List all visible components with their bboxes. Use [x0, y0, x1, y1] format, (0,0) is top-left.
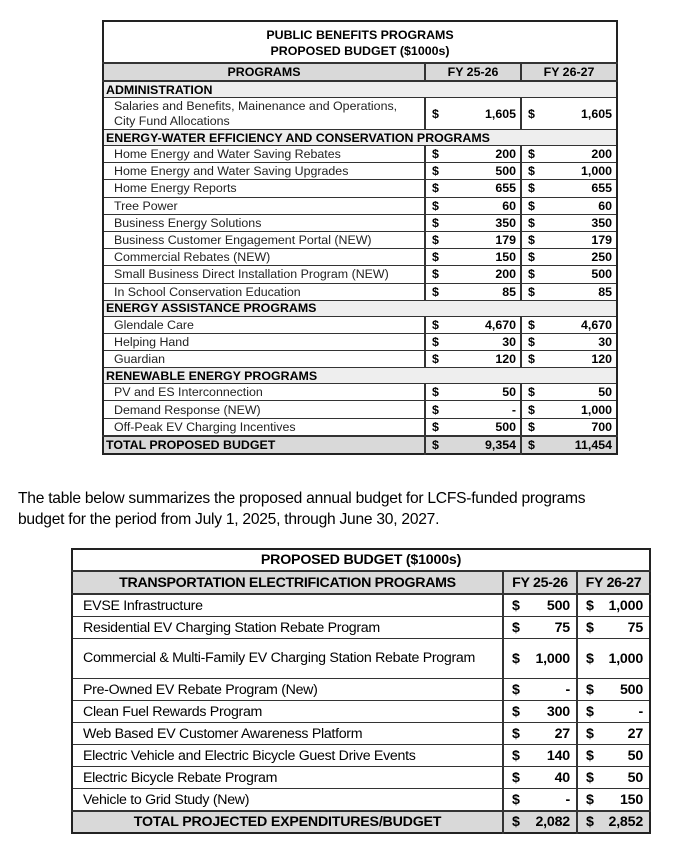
program-name: Tree Power [103, 197, 425, 214]
currency-symbol: $ [512, 791, 520, 808]
currency-symbol: $ [432, 198, 439, 213]
amount-value: 1,605 [484, 106, 516, 121]
amount-value: 200 [495, 147, 516, 162]
total-row [72, 811, 650, 833]
amount-value: 500 [591, 267, 613, 282]
amount-fy26-27 [521, 283, 617, 300]
amount-fy25-26 [425, 146, 521, 163]
amount-value: 1,000 [608, 650, 644, 667]
currency-symbol: $ [586, 814, 594, 830]
section-title: ENERGY-WATER EFFICIENCY AND CONSERVATION PROGRAMS [103, 130, 617, 146]
amount-fy26-27 [521, 197, 617, 214]
table-row [103, 333, 617, 350]
table-row [103, 384, 617, 401]
currency-symbol: $ [528, 402, 535, 417]
table-row [72, 789, 650, 812]
table-row [103, 214, 617, 231]
amount-value: 150 [619, 791, 644, 808]
table-title [103, 21, 617, 63]
amount-value: 50 [627, 747, 644, 764]
table-title: PROPOSED BUDGET ($1000s) [72, 549, 650, 571]
amount-fy26-27 [521, 401, 617, 418]
currency-symbol: $ [586, 769, 594, 786]
table-row [72, 745, 650, 767]
currency-symbol: $ [528, 250, 535, 265]
currency-symbol: $ [512, 814, 520, 830]
column-header-fy25-26: FY 25-26 [503, 571, 577, 594]
amount-fy26-27 [577, 745, 650, 767]
currency-symbol: $ [432, 317, 439, 332]
program-name: Electric Vehicle and Electric Bicycle Guest Drive Events [72, 745, 503, 767]
amount-fy25-26 [425, 401, 521, 418]
section-header-row [103, 130, 617, 146]
table-row [72, 639, 650, 679]
public-benefits-budget-table [102, 20, 618, 455]
currency-symbol: $ [528, 106, 535, 121]
currency-symbol: $ [528, 385, 535, 400]
currency-symbol: $ [432, 352, 439, 367]
amount-value: 500 [495, 419, 516, 434]
amount-value: 50 [598, 385, 613, 400]
program-name: Small Business Direct Installation Program (NEW) [103, 266, 425, 283]
currency-symbol: $ [528, 215, 535, 230]
currency-symbol: $ [512, 769, 520, 786]
amount-fy26-27 [577, 723, 650, 745]
lcfs-summary-paragraph [18, 488, 695, 530]
currency-symbol: $ [528, 233, 535, 248]
amount-value: 200 [495, 267, 516, 282]
currency-symbol: $ [528, 284, 535, 299]
table-row [103, 418, 617, 436]
amount-fy26-27 [521, 384, 617, 401]
table-row [72, 701, 650, 723]
section-header-row [103, 81, 617, 98]
amount-fy25-26 [503, 639, 577, 679]
amount-fy25-26 [503, 617, 577, 639]
amount-fy26-27 [521, 333, 617, 350]
currency-symbol: $ [432, 250, 439, 265]
amount-fy25-26 [425, 351, 521, 368]
currency-symbol: $ [528, 181, 535, 196]
table-title-line-2: PROPOSED BUDGET ($1000s) [270, 44, 450, 58]
currency-symbol: $ [528, 267, 535, 282]
currency-symbol: $ [432, 419, 439, 434]
program-name: Guardian [103, 351, 425, 368]
currency-symbol: $ [528, 352, 535, 367]
amount-fy25-26 [503, 745, 577, 767]
total-label: TOTAL PROPOSED BUDGET [103, 436, 425, 454]
currency-symbol: $ [432, 215, 439, 230]
table-row [103, 163, 617, 180]
amount-fy25-26 [425, 231, 521, 248]
section-header-row [103, 368, 617, 384]
table-row [103, 283, 617, 300]
amount-value: 4,670 [581, 317, 613, 332]
amount-value: 1,000 [581, 164, 613, 179]
amount-fy25-26 [425, 384, 521, 401]
currency-symbol: $ [432, 106, 439, 121]
program-name: Electric Bicycle Rebate Program [72, 767, 503, 789]
amount-value: - [565, 681, 570, 698]
amount-value: 4,670 [484, 317, 516, 332]
amount-value: 30 [502, 334, 516, 349]
amount-fy26-27 [577, 701, 650, 723]
amount-fy25-26 [503, 789, 577, 812]
amount-fy26-27 [521, 351, 617, 368]
table-row [103, 180, 617, 197]
amount-fy26-27 [577, 679, 650, 701]
program-name: Web Based EV Customer Awareness Platform [72, 723, 503, 745]
table-row [103, 266, 617, 283]
currency-symbol: $ [432, 402, 439, 417]
amount-value: - [638, 703, 644, 720]
amount-value: 60 [598, 198, 613, 213]
column-header-row [72, 571, 650, 594]
amount-value: 60 [502, 198, 516, 213]
amount-fy26-27 [521, 163, 617, 180]
amount-value: 250 [591, 250, 613, 265]
amount-fy26-27 [521, 266, 617, 283]
program-name: Helping Hand [103, 333, 425, 350]
amount-fy26-27 [521, 249, 617, 266]
program-name: Vehicle to Grid Study (New) [72, 789, 503, 812]
table-title-row [72, 549, 650, 571]
amount-value: 1,000 [608, 597, 644, 614]
amount-fy25-26 [425, 214, 521, 231]
total-fy25-26 [425, 436, 521, 454]
currency-symbol: $ [528, 147, 535, 162]
table-row [103, 146, 617, 163]
currency-symbol: $ [512, 650, 520, 667]
currency-symbol: $ [528, 437, 535, 452]
amount-fy25-26 [425, 249, 521, 266]
currency-symbol: $ [512, 619, 520, 636]
table-row [103, 401, 617, 418]
currency-symbol: $ [586, 619, 594, 636]
amount-value: 50 [627, 769, 644, 786]
table-title-row [103, 21, 617, 63]
currency-symbol: $ [512, 681, 520, 698]
program-name: Home Energy Reports [103, 180, 425, 197]
amount-fy25-26 [425, 197, 521, 214]
table-row [103, 249, 617, 266]
table-row [72, 594, 650, 617]
amount-fy26-27 [521, 146, 617, 163]
currency-symbol: $ [586, 681, 594, 698]
amount-value: 2,082 [535, 814, 570, 830]
amount-fy26-27 [521, 231, 617, 248]
paragraph-line-2: budget for the period from July 1, 2025, through June 30, 2027. [18, 511, 440, 528]
amount-value: 85 [502, 284, 516, 299]
total-label: TOTAL PROJECTED EXPENDITURES/BUDGET [72, 811, 503, 833]
column-header-programs: PROGRAMS [103, 63, 425, 81]
amount-fy25-26 [503, 767, 577, 789]
currency-symbol: $ [432, 284, 439, 299]
total-fy26-27 [577, 811, 650, 833]
program-name: Salaries and Benefits, Mainenance and Operations, City Fund Allocations [103, 98, 425, 130]
program-name: Business Energy Solutions [103, 214, 425, 231]
currency-symbol: $ [432, 233, 439, 248]
amount-fy26-27 [521, 418, 617, 436]
program-name: Glendale Care [103, 316, 425, 333]
amount-value: 179 [495, 233, 516, 248]
table-row [103, 351, 617, 368]
amount-value: 350 [591, 215, 613, 230]
section-header-row [103, 300, 617, 316]
table-title-line-1: PUBLIC BENEFITS PROGRAMS [266, 28, 454, 42]
currency-symbol: $ [512, 597, 520, 614]
amount-fy25-26 [425, 283, 521, 300]
amount-value: 150 [495, 250, 516, 265]
currency-symbol: $ [586, 725, 594, 742]
column-header-row [103, 63, 617, 81]
amount-fy26-27 [521, 214, 617, 231]
program-name: Home Energy and Water Saving Upgrades [103, 163, 425, 180]
program-name: Commercial & Multi-Family EV Charging Station Rebate Program [72, 639, 503, 679]
amount-value: 700 [591, 419, 613, 434]
table-row [72, 767, 650, 789]
amount-value: 500 [619, 681, 644, 698]
currency-symbol: $ [586, 650, 594, 667]
amount-fy25-26 [425, 316, 521, 333]
program-name: PV and ES Interconnection [103, 384, 425, 401]
column-header-fy26-27: FY 26-27 [521, 63, 617, 81]
currency-symbol: $ [528, 317, 535, 332]
amount-fy26-27 [521, 316, 617, 333]
amount-value: 500 [546, 597, 570, 614]
total-fy26-27 [521, 436, 617, 454]
amount-fy26-27 [577, 594, 650, 617]
amount-value: - [565, 791, 570, 808]
currency-symbol: $ [432, 334, 439, 349]
amount-fy26-27 [577, 767, 650, 789]
amount-fy26-27 [521, 180, 617, 197]
program-name: Demand Response (NEW) [103, 401, 425, 418]
amount-fy25-26 [425, 180, 521, 197]
column-header-programs: TRANSPORTATION ELECTRIFICATION PROGRAMS [72, 571, 503, 594]
program-name: Clean Fuel Rewards Program [72, 701, 503, 723]
section-title: RENEWABLE ENERGY PROGRAMS [103, 368, 617, 384]
column-header-fy26-27: FY 26-27 [577, 571, 650, 594]
amount-fy25-26 [425, 98, 521, 130]
amount-fy25-26 [425, 266, 521, 283]
currency-symbol: $ [432, 147, 439, 162]
amount-fy26-27 [577, 639, 650, 679]
currency-symbol: $ [432, 385, 439, 400]
currency-symbol: $ [586, 747, 594, 764]
currency-symbol: $ [512, 703, 520, 720]
program-name: Residential EV Charging Station Rebate Program [72, 617, 503, 639]
program-name: Pre-Owned EV Rebate Program (New) [72, 679, 503, 701]
amount-value: 50 [502, 385, 516, 400]
amount-value: 2,852 [608, 814, 644, 830]
amount-fy25-26 [503, 594, 577, 617]
amount-fy25-26 [503, 723, 577, 745]
program-name: Commercial Rebates (NEW) [103, 249, 425, 266]
currency-symbol: $ [432, 164, 439, 179]
amount-value: 75 [554, 619, 570, 636]
table-row [103, 231, 617, 248]
amount-fy25-26 [503, 679, 577, 701]
currency-symbol: $ [586, 703, 594, 720]
currency-symbol: $ [432, 181, 439, 196]
total-row [103, 436, 617, 454]
amount-value: 11,454 [574, 437, 613, 452]
table-row [72, 723, 650, 745]
amount-value: 27 [627, 725, 644, 742]
amount-value: 655 [495, 181, 516, 196]
column-header-fy25-26: FY 25-26 [425, 63, 521, 81]
amount-value: 350 [495, 215, 516, 230]
paragraph-line-1: The table below summarizes the proposed annual budget for LCFS-funded programs [18, 490, 586, 507]
amount-value: 655 [591, 181, 613, 196]
amount-value: 300 [546, 703, 570, 720]
amount-value: 120 [591, 352, 613, 367]
amount-value: 500 [495, 164, 516, 179]
amount-value: 179 [591, 233, 613, 248]
currency-symbol: $ [512, 747, 520, 764]
table-row [103, 98, 617, 130]
currency-symbol: $ [586, 597, 594, 614]
currency-symbol: $ [586, 791, 594, 808]
currency-symbol: $ [528, 334, 535, 349]
currency-symbol: $ [432, 437, 439, 452]
amount-value: 1,605 [581, 106, 613, 121]
amount-fy25-26 [425, 333, 521, 350]
total-fy25-26 [503, 811, 577, 833]
amount-value: 85 [598, 284, 613, 299]
amount-value: - [511, 402, 516, 417]
currency-symbol: $ [528, 198, 535, 213]
program-name: In School Conservation Education [103, 283, 425, 300]
amount-fy25-26 [503, 701, 577, 723]
currency-symbol: $ [432, 267, 439, 282]
section-title: ENERGY ASSISTANCE PROGRAMS [103, 300, 617, 316]
amount-value: 120 [495, 352, 516, 367]
currency-symbol: $ [512, 725, 520, 742]
table-row [103, 316, 617, 333]
transportation-electrification-budget-table [71, 548, 651, 834]
amount-value: 40 [554, 769, 570, 786]
amount-value: 200 [591, 147, 613, 162]
currency-symbol: $ [528, 164, 535, 179]
program-name: Business Customer Engagement Portal (NEW) [103, 231, 425, 248]
program-name: EVSE Infrastructure [72, 594, 503, 617]
amount-fy26-27 [577, 789, 650, 812]
amount-value: 30 [598, 334, 613, 349]
program-name: Off-Peak EV Charging Incentives [103, 418, 425, 436]
table-row [72, 679, 650, 701]
amount-value: 1,000 [581, 402, 613, 417]
amount-fy25-26 [425, 163, 521, 180]
amount-value: 1,000 [535, 650, 570, 667]
amount-fy26-27 [521, 98, 617, 130]
table-row [103, 197, 617, 214]
amount-value: 27 [554, 725, 570, 742]
amount-value: 75 [627, 619, 644, 636]
currency-symbol: $ [528, 419, 535, 434]
amount-value: 140 [546, 747, 570, 764]
amount-fy25-26 [425, 418, 521, 436]
program-name: Home Energy and Water Saving Rebates [103, 146, 425, 163]
amount-fy26-27 [577, 617, 650, 639]
section-title: ADMINISTRATION [103, 81, 617, 98]
amount-value: 9,354 [484, 437, 516, 452]
table-row [72, 617, 650, 639]
